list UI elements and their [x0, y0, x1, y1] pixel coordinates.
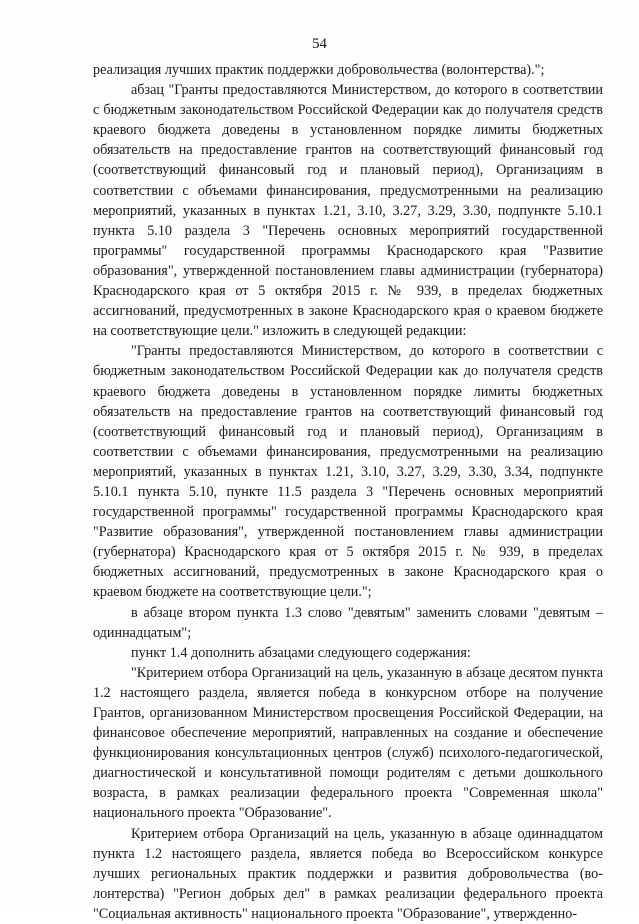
page-number: 54 [312, 36, 327, 52]
body-paragraph-2: абзац "Гранты предоставляются Министерством, до которого в соответствии с бюджетным законодательством Российской Федерации как до получателя средств краевого бюджета доведены в установленном порядке лимиты бюджетных обязательств на предоставление грантов на соответствующий финансовый год (соответствующий финансовый год и плановый период), Организациям в соответствии с объемами финансирования, предусмотренными на реализацию мероприятий, указанных в пунктах 1.21, 3.10, 3.27, 3.29, 3.30, подпункте 5.10.1 пункта 5.10 раздела 3 "Перечень основных мероприятий государственной программы" государственной программы Краснодарского края "Развитие образования", утвержденной постановлением главы администрации (губернатора) Краснодарского края от 5 октября 2015 г. № 939, в пределах бюджетных ассигнований, предусмотренных в законе Краснодарского края о краевом бюджете на соответствующие цели." изложить в следующей редакции: [93, 82, 603, 340]
body-paragraph-3: "Гранты предоставляются Министерством, до которого в соответствии с бюджетным законодательством Российской Федерации как до получателя средств краевого бюджета доведены в установленном порядке лимиты бюджетных обязательств на предоставление грантов на соответствующий финансовый год (соответствующий финансовый год и плановый период), Организациям в соответствии с объемами финансирования, предусмотренными на реализацию мероприятий, указанных в пунктах 1.21, 3.10, 3.27, 3.29, 3.30, 3.34, подпункте 5.10.1 пункта 5.10, пункте 11.5 раздела 3 "Перечень основных мероприятий государственной программы" государственной программы Краснодарского края "Развитие образования", утвержденной постановлением главы администрации (губернатора) Краснодарского края от 5 октября 2015 г. № 939, в пределах бюджетных ассигнований, предусмотренных в законе Краснодарского края о краевом бюджете на соответствующие цели."; [93, 343, 603, 601]
document-body [93, 60, 603, 924]
body-paragraph-7: Критерием отбора Организаций на цель, указанную в абзаце одиннадцатом пункта 1.2 настоящего раздела, является победа во Всероссийском конкурсе лучших региональных практик поддержки и развития добровольчества (волонтерства) "Регион добрых дел" в рамках реализации федерального проекта "Социальная активность" национального проекта "Образование", утвержденно- [93, 825, 603, 922]
body-paragraph-1: реализация лучших практик поддержки добровольчества (волонтерства)."; [93, 62, 545, 78]
body-paragraph-4: в абзаце втором пункта 1.3 слово "девятым" заменить словами "девятым – одиннадцатым"; [93, 604, 603, 641]
body-paragraph-6: "Критерием отбора Организаций на цель, указанную в абзаце десятом пункта 1.2 настоящего раздела, является победа в конкурсном отборе на получение Грантов, организованном Министерством просвещения Российской Федерации, на финансовое обеспечение мероприятий, направленных на создание и обеспечение функционирования консультационных центров (служб) психолого-педагогической, диагностической и консультативной помощи родителям с детьми дошкольного возраста, в рамках реализации федерального проекта "Современная школа" национального проекта "Образование". [93, 664, 603, 822]
body-paragraph-5: пункт 1.4 дополнить абзацами следующего содержания: [131, 644, 471, 661]
